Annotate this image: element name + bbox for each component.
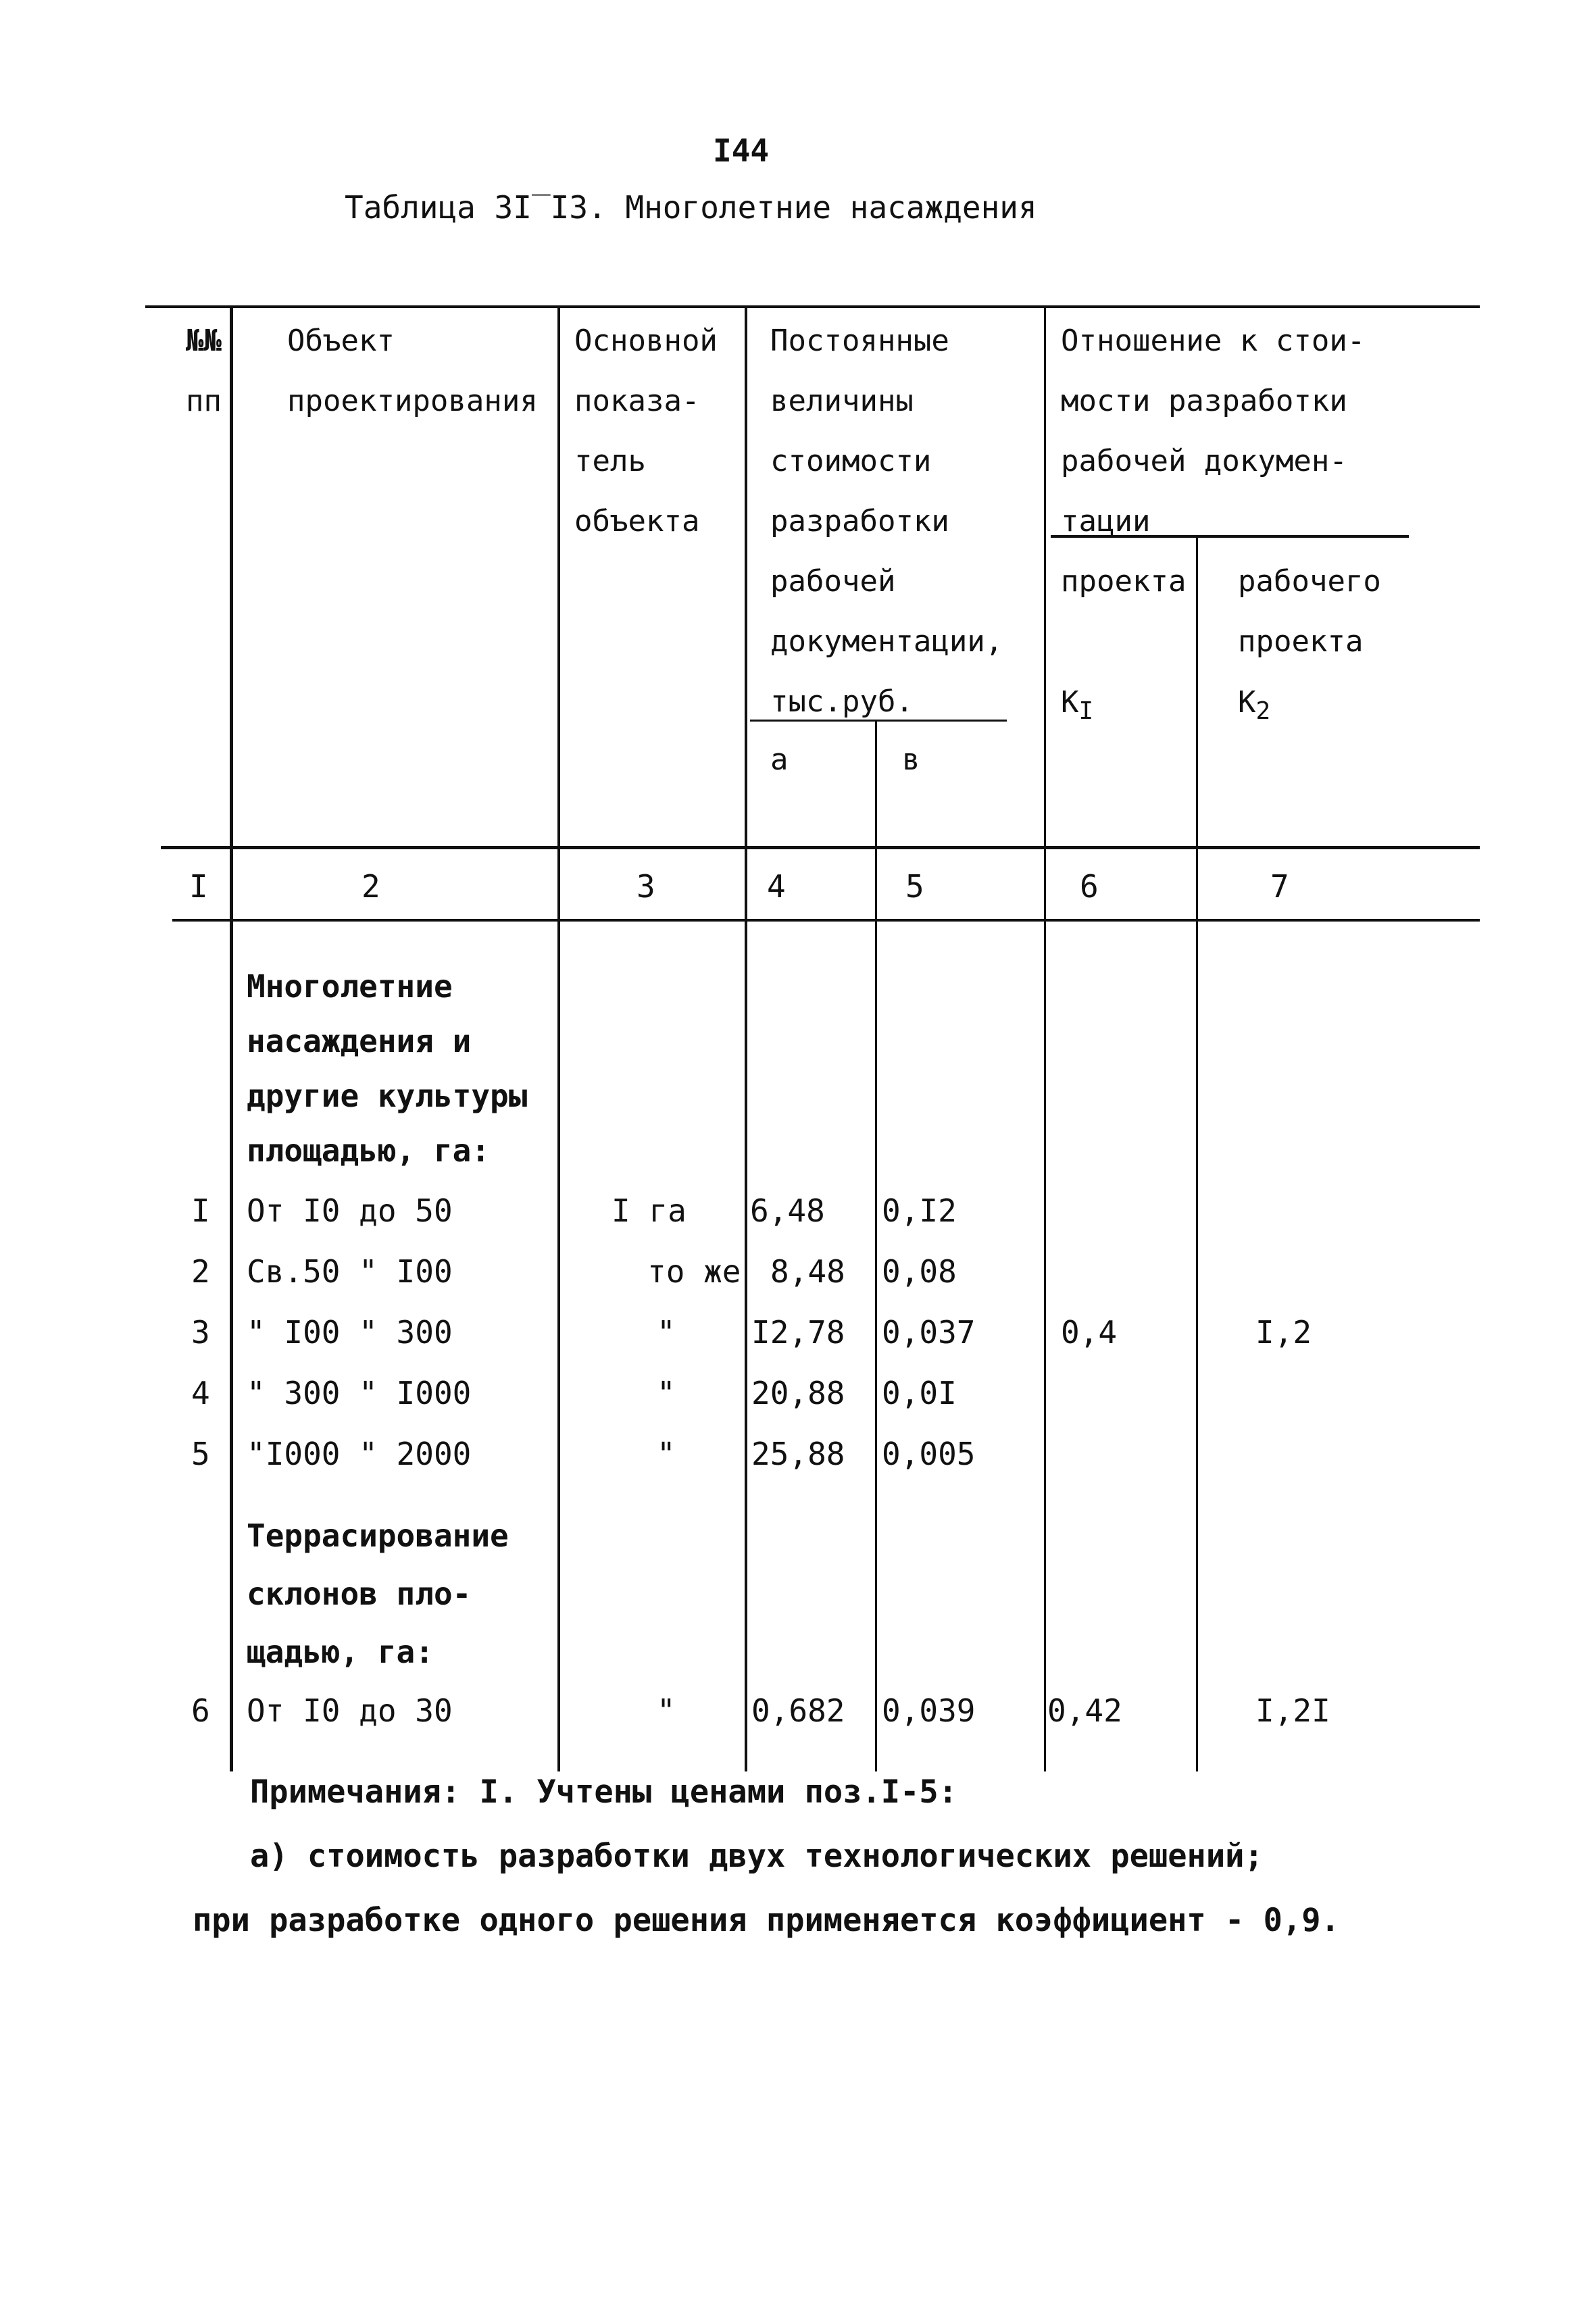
row3-num: 3 bbox=[191, 1314, 210, 1351]
header-col7-line: рабочего bbox=[1238, 564, 1381, 599]
row4-num: 4 bbox=[191, 1375, 210, 1411]
row3-a: I2,78 bbox=[751, 1314, 845, 1351]
header-col45-line: величины bbox=[770, 384, 914, 418]
group1-k1: 0,4 bbox=[1061, 1314, 1118, 1351]
colnum-bottom-rule bbox=[172, 919, 1480, 922]
vline-5 bbox=[1044, 305, 1046, 1771]
row6-num: 6 bbox=[191, 1692, 210, 1729]
vline-4 bbox=[875, 720, 877, 1771]
header-col2-line: Объект bbox=[287, 324, 395, 358]
header-bottom-rule bbox=[161, 846, 1480, 849]
header-col67 bbox=[1061, 311, 1365, 551]
colnum-4: 4 bbox=[767, 868, 786, 905]
colnum-7: 7 bbox=[1270, 868, 1289, 905]
k2-letter: К bbox=[1238, 685, 1256, 720]
header-col5-sub: в bbox=[902, 743, 920, 777]
row1-indicator: I га bbox=[612, 1192, 687, 1229]
header-col45-line: разработки bbox=[770, 504, 949, 538]
table-top-rule bbox=[145, 305, 1480, 308]
row2-b: 0,08 bbox=[882, 1253, 957, 1290]
row2-a: 8,48 bbox=[770, 1253, 845, 1290]
table-title: Таблица 3I‾I3. Многолетние насаждения bbox=[345, 189, 1037, 226]
row5-indicator: " bbox=[657, 1436, 676, 1472]
colnum-1: I bbox=[189, 868, 208, 905]
header-col3-line: объекта bbox=[574, 504, 700, 538]
section1-line: другие культуры bbox=[247, 1078, 528, 1114]
header-col1 bbox=[186, 311, 222, 431]
row1-object: От I0 до 50 bbox=[247, 1192, 453, 1229]
header-col67-line: тации bbox=[1061, 504, 1151, 538]
section1-line: площадью, га: bbox=[247, 1132, 491, 1169]
header-col3-line: Основной bbox=[574, 324, 718, 358]
row6-k2: I,2I bbox=[1255, 1692, 1330, 1729]
row1-num: I bbox=[191, 1192, 210, 1229]
header-col3-line: тель bbox=[574, 444, 646, 478]
section1-line: насаждения и bbox=[247, 1023, 472, 1059]
row4-object: " 300 " I000 bbox=[247, 1375, 472, 1411]
page-number: I44 bbox=[713, 132, 770, 169]
row2-object: Св.50 " I00 bbox=[247, 1253, 453, 1290]
header-col45 bbox=[770, 311, 1003, 732]
vline-3 bbox=[745, 305, 747, 1771]
row2-num: 2 bbox=[191, 1253, 210, 1290]
row5-num: 5 bbox=[191, 1436, 210, 1472]
header-col45-line: тыс.руб. bbox=[770, 684, 914, 719]
colnum-3: 3 bbox=[637, 868, 655, 905]
header-col6-line: проекта bbox=[1061, 564, 1187, 599]
row3-b: 0,037 bbox=[882, 1314, 976, 1351]
row1-a: 6,48 bbox=[750, 1192, 825, 1229]
k2-subscript: 2 bbox=[1255, 697, 1271, 725]
header-col67-line: Отношение к стои- bbox=[1061, 324, 1366, 358]
row3-object: " I00 " 300 bbox=[247, 1314, 453, 1351]
colnum-5: 5 bbox=[905, 868, 924, 905]
header-col2 bbox=[257, 311, 538, 431]
section-heading-perennial bbox=[247, 959, 527, 1178]
vline-6 bbox=[1196, 537, 1198, 1771]
header-col67-line: мости разработки bbox=[1061, 384, 1347, 418]
header-col3-line: показа- bbox=[574, 384, 700, 418]
header-col45-line: рабочей bbox=[770, 564, 896, 599]
header-col1-line: №№ bbox=[186, 324, 222, 358]
row6-object: От I0 до 30 bbox=[247, 1692, 453, 1729]
row4-b: 0,0I bbox=[882, 1375, 957, 1411]
vline-2 bbox=[557, 305, 560, 1771]
row4-a: 20,88 bbox=[751, 1375, 845, 1411]
header-col45-line: документации, bbox=[770, 624, 1003, 659]
header-col4-sub: а bbox=[770, 743, 789, 777]
note-heading: Примечания: I. Учтены ценами поз.I-5: bbox=[250, 1774, 957, 1811]
header-col7 bbox=[1238, 551, 1381, 672]
row6-b: 0,039 bbox=[882, 1692, 976, 1729]
section1-line: Многолетние bbox=[247, 968, 453, 1005]
row5-object: "I000 " 2000 bbox=[247, 1436, 472, 1472]
row5-b: 0,005 bbox=[882, 1436, 976, 1472]
row5-a: 25,88 bbox=[751, 1436, 845, 1472]
row2-indicator: то же bbox=[647, 1253, 741, 1290]
header-col45-line: Постоянные bbox=[770, 324, 949, 358]
row6-a: 0,682 bbox=[751, 1692, 845, 1729]
k1-letter: К bbox=[1061, 685, 1079, 720]
vline-1 bbox=[230, 305, 233, 1771]
section2-line: Террасирование bbox=[247, 1517, 509, 1554]
section2-line: щадью, га: bbox=[247, 1634, 434, 1670]
group1-k2: I,2 bbox=[1255, 1314, 1312, 1351]
section2-line: склонов пло- bbox=[247, 1576, 472, 1612]
note-item-a: а) стоимость разработки двух технологических решений; bbox=[250, 1838, 1264, 1875]
k1-subscript: I bbox=[1078, 697, 1094, 725]
header-col7-line: проекта bbox=[1238, 624, 1364, 659]
header-col7-symbol bbox=[1238, 672, 1270, 741]
note-continuation: при разработке одного решения применяется коэффициент - 0,9. bbox=[193, 1902, 1340, 1939]
header-col6 bbox=[1061, 551, 1186, 611]
row6-k1: 0,42 bbox=[1047, 1692, 1122, 1729]
row6-indicator: " bbox=[657, 1692, 676, 1729]
row4-indicator: " bbox=[657, 1375, 676, 1411]
header-col1-line: пп bbox=[186, 384, 222, 418]
section-heading-terracing bbox=[247, 1507, 509, 1681]
header-col3 bbox=[574, 311, 718, 551]
row1-b: 0,I2 bbox=[882, 1192, 957, 1229]
row3-indicator: " bbox=[657, 1314, 676, 1351]
header-col6-symbol bbox=[1061, 672, 1093, 741]
header-col45-line: стоимости bbox=[770, 444, 932, 478]
colnum-6: 6 bbox=[1080, 868, 1099, 905]
colnum-2: 2 bbox=[361, 868, 380, 905]
header-col67-line: рабочей докумен- bbox=[1061, 444, 1347, 478]
header-col2-line: проектирования bbox=[287, 384, 538, 418]
